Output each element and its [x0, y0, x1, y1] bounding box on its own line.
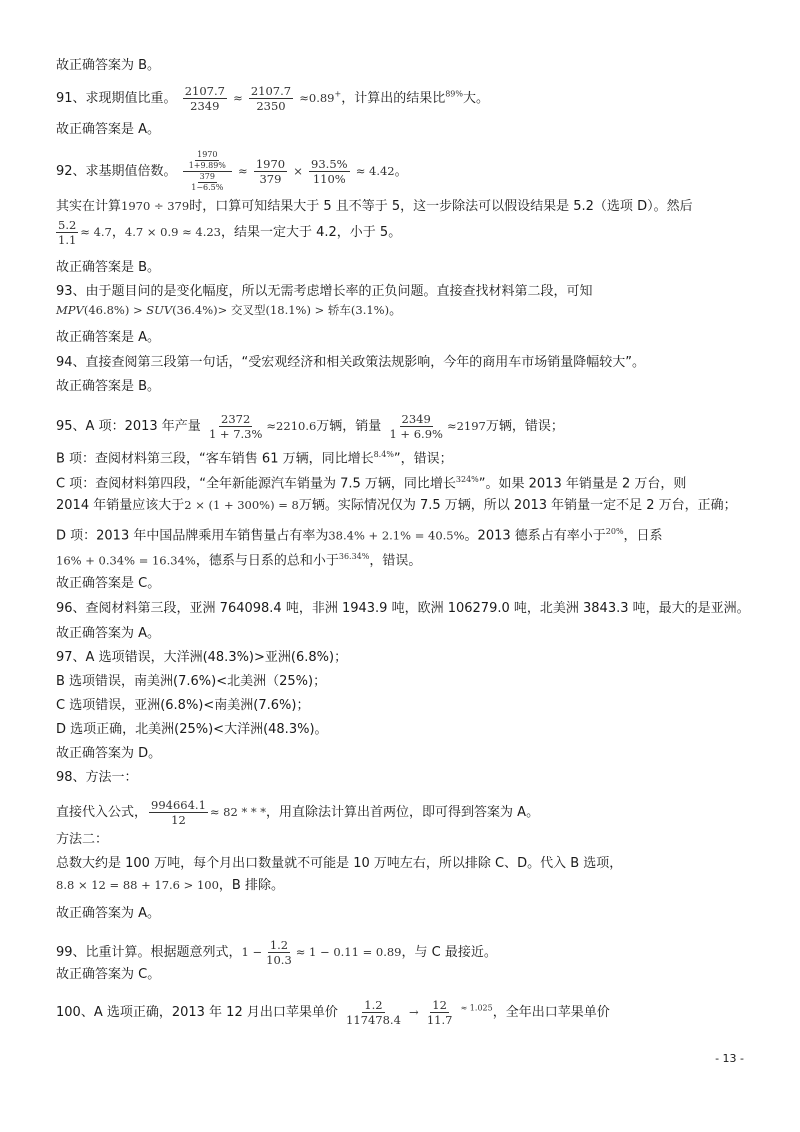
answer-line: 故正确答案是 A。: [56, 330, 161, 345]
q96-line: 96、查阅材料第三段，亚洲 764098.4 吨，非洲 1943.9 吨，欧洲 106279.0 吨，北美洲 3843.3 吨，最大的是亚洲。: [56, 601, 750, 616]
q100-line: 100、A 选项正确，2013 年 12 月出口苹果单价 $\frac{1.2}{117478.4}$ → $\frac{12}{11.7}$ $^{\approx 1.025}$，全年出口苹果单价: [56, 998, 610, 1027]
answer-line: 故正确答案是 A。: [56, 122, 161, 137]
q95-line-a: 95、A 项：2013 年产量 $\frac{2372}{1 + 7.3\%}$ ≈2210.6万辆，销量 $\frac{2349}{1 + 6.9\%}$ ≈2197万辆，错误；: [56, 412, 564, 441]
q92-line-2: 其实在计算1970 ÷ 379时，口算可知结果大于 5 且不等于 5，这一步除法可以假设结果是 5.2（选项 D）。然后: [56, 199, 693, 214]
q92-compound-fraction: $\frac{\frac{1970}{1+9.89\%}}{\frac{379}{1-6.5\%}}$: [183, 150, 232, 193]
answer-line: 故正确答案为 A。: [56, 626, 161, 641]
q94-line: 94、直接查阅第三段第一句话，“受宏观经济和相关政策法规影响，今年的商用车市场销量降幅较大”。: [56, 355, 646, 370]
answer-line: 故正确答案为 C。: [56, 967, 161, 982]
answer-line: 故正确答案为 B。: [56, 58, 161, 73]
q97-line-a: 97、A 选项错误，大洋洲(48.3%)>亚洲(6.8%)；: [56, 650, 348, 665]
q98-line: 98、方法一：: [56, 770, 138, 785]
q99-line: 99、比重计算。根据题意列式，1 − $\frac{1.2}{10.3}$ ≈ 1 − 0.11 = 0.89，与 C 最接近。: [56, 938, 497, 967]
q97-line-b: B 选项错误，南美洲(7.6%)<北美洲（25%)；: [56, 674, 327, 689]
answer-line: 故正确答案为 D。: [56, 746, 162, 761]
q91-fraction-1: $\frac{2107.7}{2349}$: [184, 84, 225, 113]
q95-line-f: 16% + 0.34% = 16.34%，德系与日系的总和小于$^{36.34\%}$，错误。: [56, 552, 422, 569]
page-number: - 13 -: [715, 1052, 744, 1065]
q95-line-e: D 项：2013 年中国品牌乘用车销售量占有率为38.4% + 2.1% = 40.5%。2013 德系占有率小于$^{20\%}$，日系: [56, 527, 663, 544]
q98-method-2-label: 方法二：: [56, 832, 109, 847]
q97-line-d: D 选项正确，北美洲(25%)<大洋洲(48.3%)。: [56, 722, 328, 737]
q95-line-d: 2014 年销量应该大于2 × (1 + 300%) = 8万辆。实际情况仅为 7.5 万辆，所以 2013 年销量一定不足 2 万台，正确；: [56, 498, 737, 513]
q93-formula: MPV(46.8%) > SUV(36.4%)> 交叉型(18.1%) > 轿车(3.1%)。: [56, 303, 403, 318]
q95-line-c: C 项：查阅材料第四段，“全年新能源汽车销量为 7.5 万辆，同比增长$^{324\%}$”。如果 2013 年销量是 2 万台，则: [56, 475, 687, 492]
q91-prefix: 91、求现期值比重。: [56, 91, 177, 106]
answer-line: 故正确答案是 B。: [56, 379, 161, 394]
answer-line: 故正确答案是 C。: [56, 576, 161, 591]
q92-line: 92、求基期值倍数。 $\frac{\frac{1970}{1+9.89\%}}{\frac{379}{1-6.5\%}}$ ≈ $\frac{1970}{379}$ × $\frac{93.5\%}{110\%}$ ≈ 4.42。: [56, 150, 408, 192]
q91-fraction-2: $\frac{2107.7}{2350}$: [250, 84, 292, 113]
q92-line-3: $\frac{5.2}{1.1}$ ≈ 4.7，4.7 × 0.9 ≈ 4.23，结果一定大于 4.2，小于 5。: [58, 218, 402, 247]
answer-line: 故正确答案是 B。: [56, 260, 161, 275]
q98-method-2-formula: 8.8 × 12 = 88 + 17.6 > 100，B 排除。: [56, 878, 284, 893]
q93-line: 93、由于题目问的是变化幅度，所以无需考虑增长率的正负问题。直接查找材料第二段，可知: [56, 284, 593, 299]
q98-method-1: 直接代入公式， $\frac{994664.1}{12}$ ≈ 82 * * *，用直除法计算出首两位，即可得到答案为 A。: [56, 798, 540, 827]
q98-method-2: 总数大约是 100 万吨，每个月出口数量就不可能是 10 万吨左右，所以排除 C、D。代入 B 选项，: [56, 856, 623, 871]
q91-line: 91、求现期值比重。 $\frac{2107.7}{2349}$ ≈ $\frac{2107.7}{2350}$ ≈0.89+，计算出的结果比$^{89\%}$大。: [56, 84, 490, 113]
q95-line-b: B 项：查阅材料第三段，“客车销售 61 万辆，同比增长$^{8.4\%}$”，错误；: [56, 450, 453, 467]
answer-line: 故正确答案为 A。: [56, 906, 161, 921]
q97-line-c: C 选项错误，亚洲(6.8%)<南美洲(7.6%)；: [56, 698, 310, 713]
